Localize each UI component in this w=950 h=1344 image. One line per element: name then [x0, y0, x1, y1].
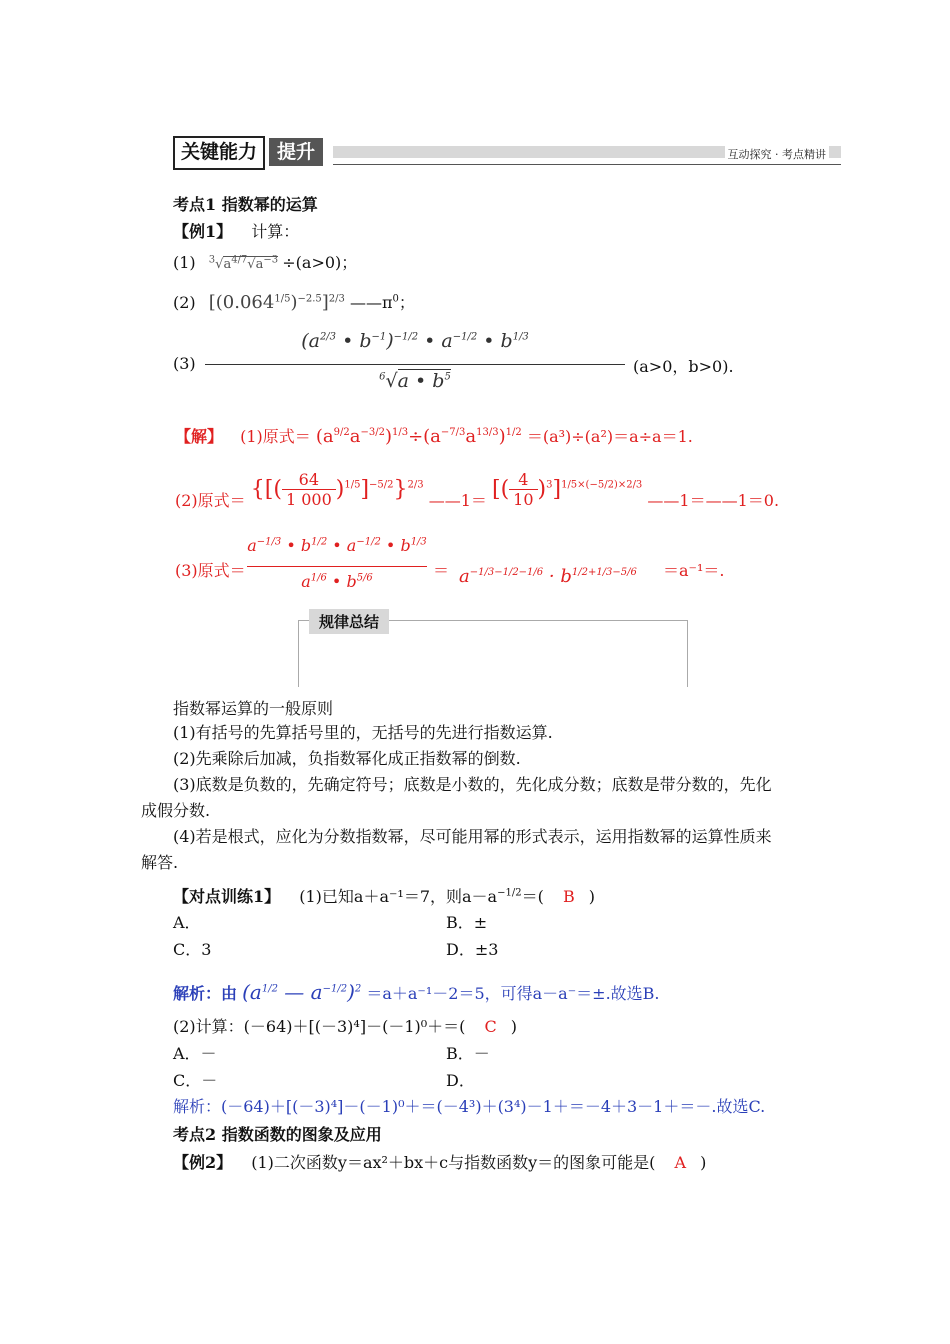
summary-item-4-cont: 解答. — [141, 853, 179, 872]
train1-q2-answer: C — [484, 1017, 497, 1036]
sol1-l2-prefix: (2)原式＝ — [175, 490, 246, 510]
train1-q2-text: (2)计算：(－64)＋[(－3)⁴]－(－1)⁰＋＝( — [173, 1017, 466, 1036]
ex1-p1-tail: ÷(a>0)； — [282, 253, 358, 272]
sol1-line3: (3)原式＝ $a^{-1/3}$ • $b^{1/2}$ • $a^{-1/2}$ • $b^{1/3}$ $a^{1/6}$ • $b^{5/6}$ ＝ $a^{-1/3-1/2-1/6} \cdot b^{1/2+1/3-5/6}$ ＝a⁻¹＝. — [175, 536, 725, 591]
sol1-l2-tail: ——1＝——1＝0. — [647, 490, 780, 510]
train1-jx1-tail: ＝a＋a⁻¹－2＝5，可得a－a⁻＝±.故选B. — [366, 984, 660, 1003]
ex1-p3-label: (3) — [173, 354, 196, 373]
ex1-part3 — [173, 330, 793, 400]
header-subtitle: 互动探究 · 考点精讲 — [725, 146, 830, 162]
header-tag: 提升 — [269, 138, 323, 166]
ex1-p2-end: ； — [398, 293, 415, 312]
ex2-question — [173, 1150, 706, 1173]
ex1-p3-denominator: $^6$√a • $b^5$ — [379, 370, 451, 392]
sol1-l1-prefix: (1)原式＝ — [240, 427, 311, 446]
section-header — [173, 136, 841, 168]
train1-q1-answer: B — [562, 887, 575, 906]
train2-opt-b: B．－ — [446, 1044, 490, 1063]
train1-q1-close: ) — [588, 887, 595, 906]
sol1-l3-tail: ＝a⁻¹＝. — [663, 561, 725, 580]
ex1-header — [173, 219, 299, 242]
train1-opt-d: D．±3 — [446, 940, 499, 959]
summary-box — [298, 613, 688, 687]
summary-tab: 规律总结 — [309, 609, 389, 634]
ex1-part2: (2) $[(0.064^{1/5})^{-2.5}]^{2/3}$ $——\pi^0$； — [173, 292, 415, 313]
header-underline — [333, 164, 841, 165]
train1-jx1 — [173, 980, 660, 1004]
train1-q1-end: ＝( — [521, 887, 544, 906]
train2-opt-d: D． — [446, 1071, 475, 1090]
ex1-p2-expr: [(0.064 — [208, 292, 275, 313]
train1-jx2: 解析：(－64)＋[(－3)⁴]－(－1)⁰＋＝(－4³)＋(3⁴)－1＋＝－4＋3－1＋＝－.故选C. — [173, 1097, 766, 1116]
sol1-l3-denominator: $a^{1/6}$ • $b^{5/6}$ — [301, 572, 373, 591]
sol1-l3-numerator: $a^{-1/3}$ • $b^{1/2}$ • $a^{-1/2}$ • $b^{1/3}$ — [247, 536, 427, 555]
ex1-p3-tail: (a>0，b>0). — [633, 357, 734, 376]
summary-item-1: (1)有括号的先算括号里的，无括号的先进行指数运算. — [173, 723, 553, 742]
train1-label: 【对点训练1】 — [173, 887, 281, 906]
sol1-l1-expr: $(a^{9/2}a^{-3/2})^{1/3}\div(a^{-7/3}a^{13/3})^{1/2}$ — [315, 426, 522, 447]
ex2-text: (1)二次函数y＝ax²＋bx＋c与指数函数y＝的图象可能是( — [251, 1153, 656, 1172]
kp2-title: 考点2 指数函数的图象及应用 — [173, 1125, 382, 1144]
train1-opt-c: C．3 — [173, 940, 212, 959]
sol1-l3-fraction-bar — [247, 566, 427, 567]
ex1-part1 — [173, 250, 357, 273]
summary-item-3: (3)底数是负数的，先确定符号；底数是小数的，先化成分数；底数是带分数的，先化 — [173, 775, 772, 794]
train1-opt-a: A． — [173, 913, 201, 932]
sol1-l2-expr-b: [( $\frac{4}{10}$ )$^3$]$^{1/5\times(-5/2)\times 2/3}$ — [491, 470, 643, 509]
summary-item-4: (4)若是根式，应化为分数指数幂，尽可能用幂的形式表示，运用指数幂的运算性质来 — [173, 827, 772, 846]
train1-q1-text: (1)已知a＋a⁻¹＝7，则a－a — [299, 887, 498, 906]
ex2-label: 【例2】 — [173, 1153, 233, 1172]
sol1-l3-prefix: (3)原式＝ — [175, 561, 246, 580]
radical-expr-1: $^3√a^{4/7}√a^{-3}$ — [208, 254, 279, 272]
ex2-close: ) — [700, 1153, 707, 1172]
summary-item-2: (2)先乘除后加减，负指数幂化成正指数幂的倒数. — [173, 749, 521, 768]
ex1-prompt: 计算： — [251, 222, 300, 241]
train1-jx1-label: 解析：由 — [173, 984, 238, 1003]
summary-item-3-cont: 成假分数. — [141, 801, 211, 820]
train2-opt-c: C．－ — [173, 1071, 218, 1090]
ex1-p3-numerator: ($a^{2/3}$ • $b^{-1})^{-1/2}$ • $a^{-1/2}$ • $b^{1/3}$ — [301, 330, 529, 352]
sol1-line2 — [175, 470, 779, 514]
train1-jx1-expr: ($a^{1/2}$ — $a^{-1/2})^2$ — [242, 980, 362, 1004]
summary-heading: 指数幂运算的一般原则 — [173, 699, 334, 718]
ex1-p2-tail: ——π — [349, 293, 393, 312]
ex1-label: 【例1】 — [173, 222, 233, 241]
sol1-label: 【解】 — [175, 427, 224, 446]
sol1-l2-expr-a: {[( $\frac{64}{1 000}$ )$^{1/5}$]$^{-5/2}$}$^{2/3}$ — [250, 470, 424, 509]
train1-q1: 【对点训练1】 (1)已知a＋a⁻¹＝7，则$a-a^{-1/2}=$( B ) — [173, 887, 595, 906]
train1-q2-close: ) — [510, 1017, 517, 1036]
kp1-title: 考点1 指数幂的运算 — [173, 195, 318, 214]
header-title: 关键能力 — [173, 136, 265, 170]
ex1-p2-label: (2) — [173, 293, 196, 312]
train2-opt-a: A．－ — [173, 1044, 217, 1063]
sol1-l2-mid: ——1＝ — [428, 490, 487, 510]
ex1-p3-fraction-bar — [205, 364, 625, 365]
ex1-p1-label: (1) — [173, 253, 196, 272]
train1-opt-b: B．± — [446, 913, 488, 932]
train1-q2 — [173, 1014, 517, 1037]
ex2-answer: A — [674, 1153, 687, 1172]
sol1-l1-tail: ＝(a³)÷(a²)＝a÷a＝1. — [526, 427, 693, 446]
sol1-line1 — [175, 424, 693, 447]
sol1-l3-result: $a^{-1/3-1/2-1/6} \cdot b^{1/2+1/3-5/6}$ — [459, 566, 637, 587]
